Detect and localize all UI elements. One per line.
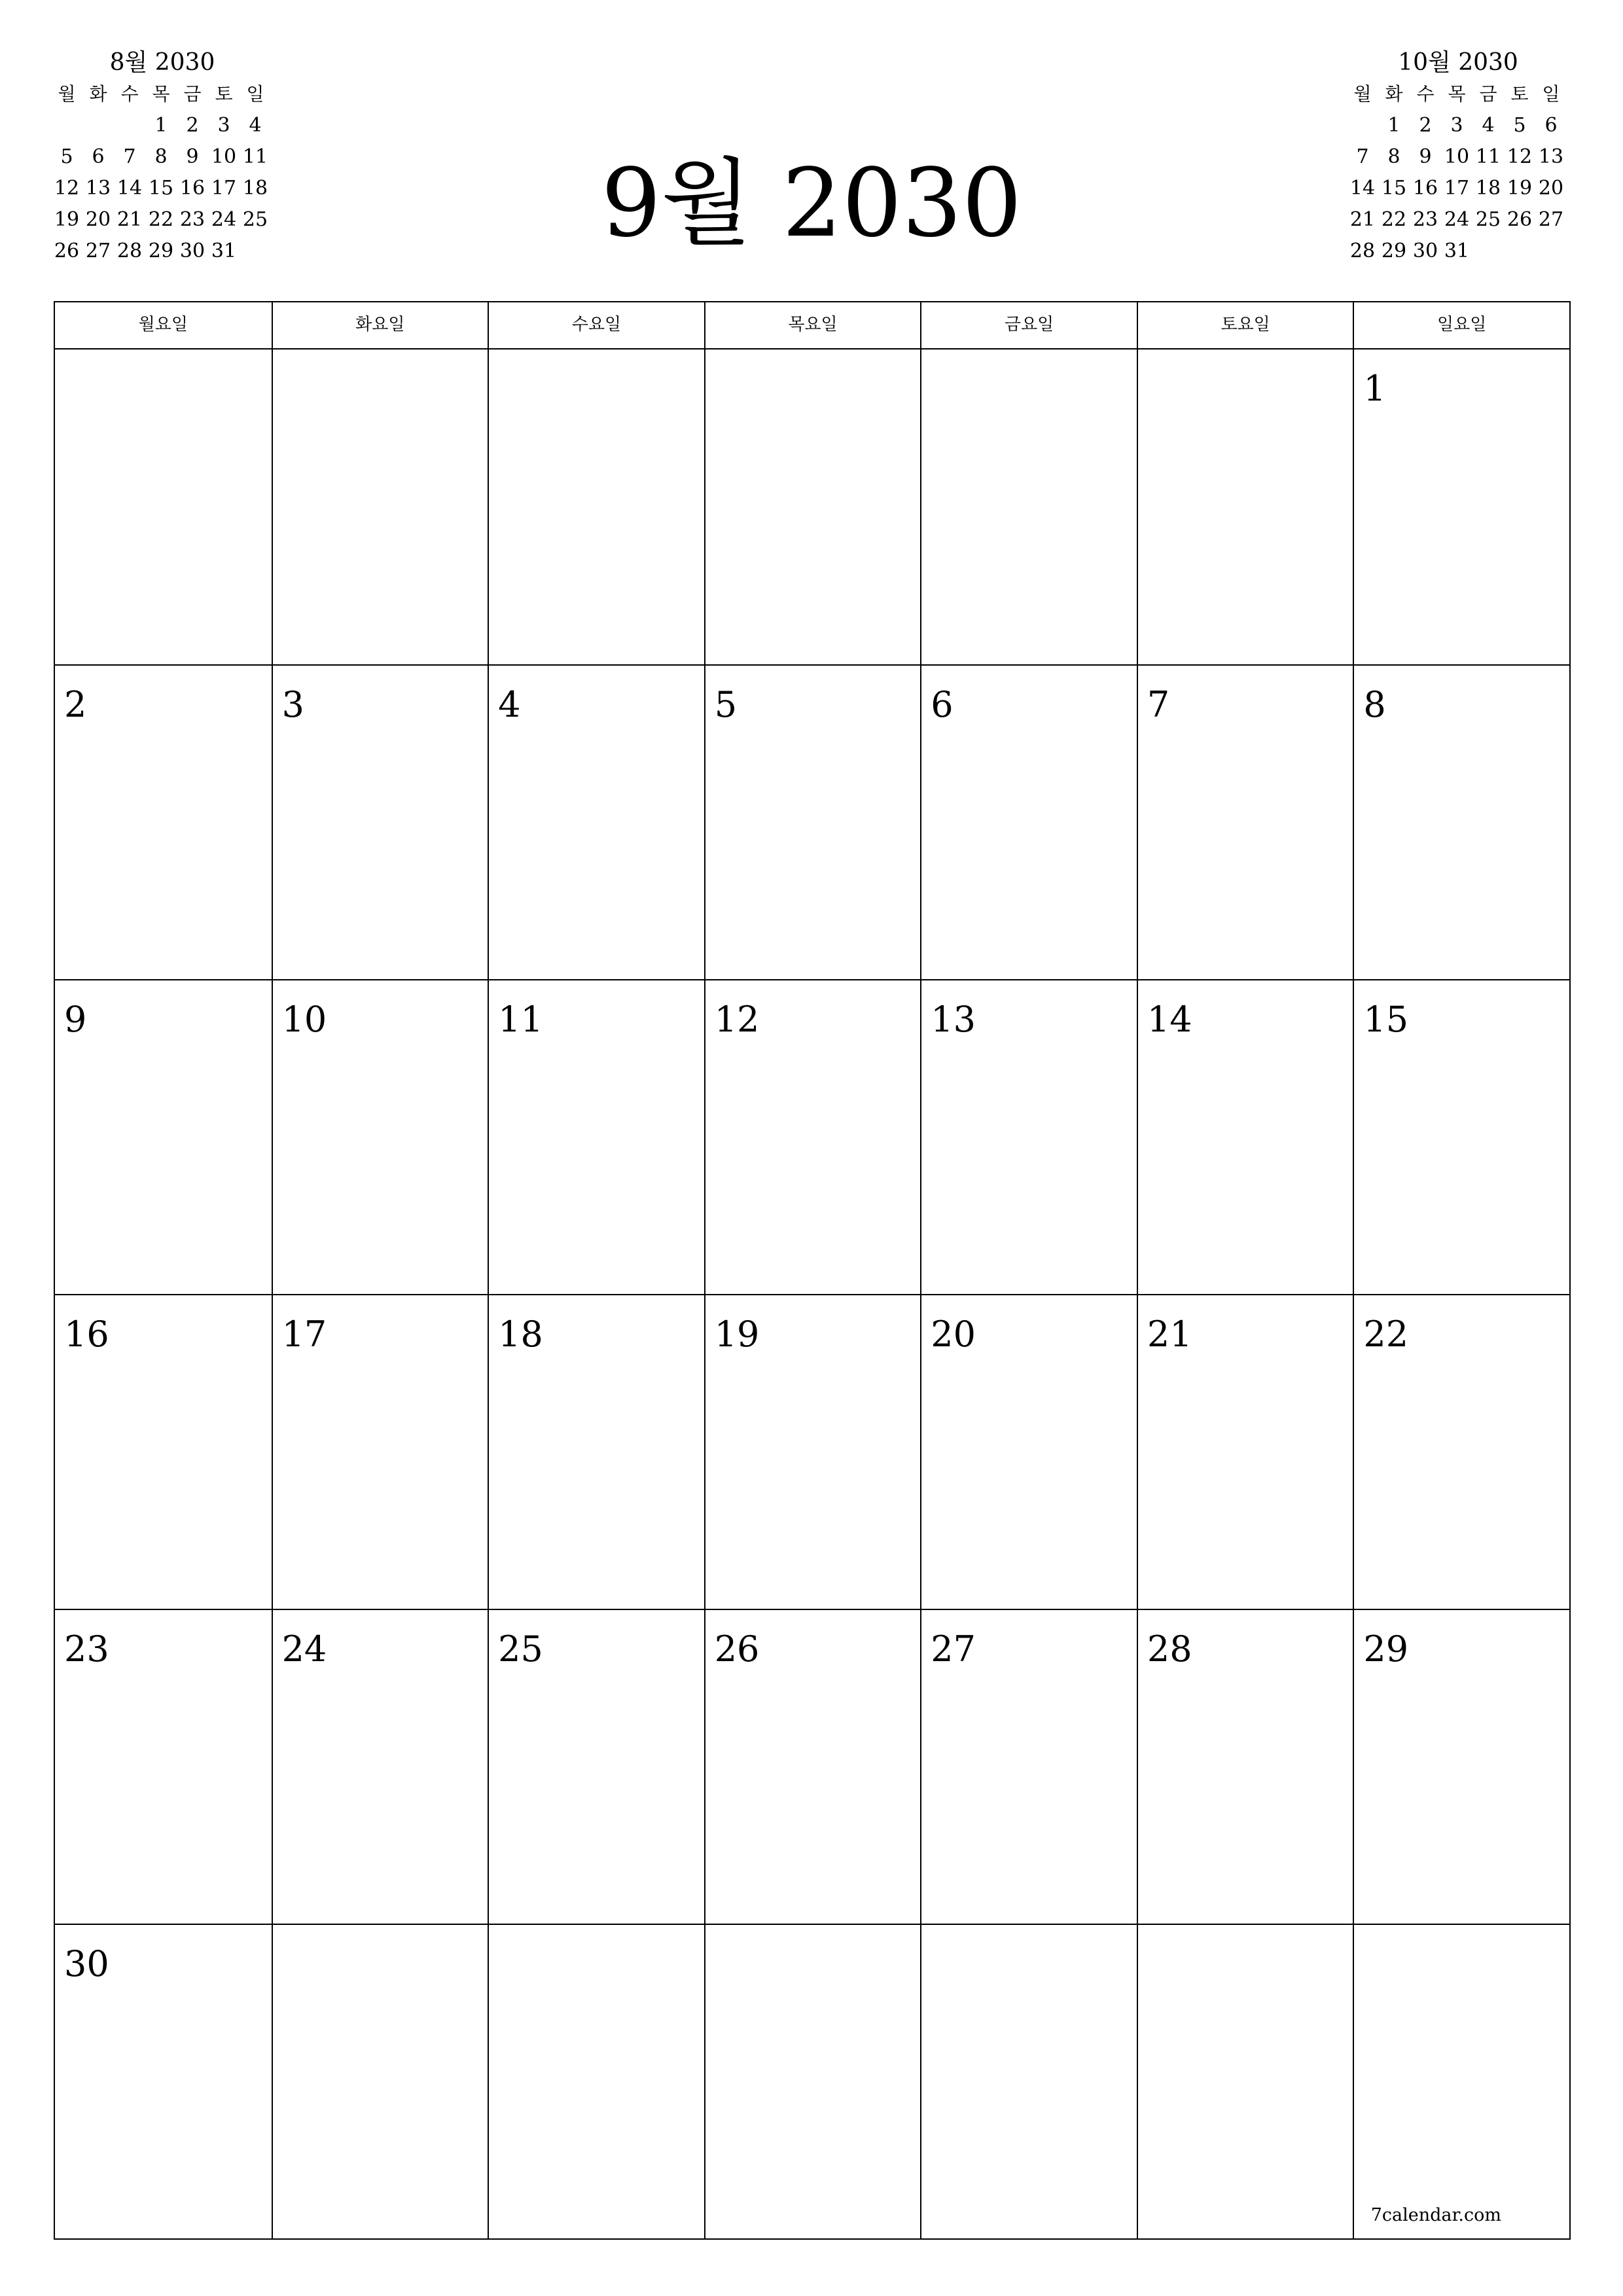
day-number: 17	[281, 1314, 327, 1355]
mini-day: 17	[1444, 177, 1470, 200]
day-number: 25	[498, 1628, 543, 1670]
mini-day: 24	[1444, 208, 1470, 231]
mini-day	[1472, 236, 1504, 267]
day-cell	[272, 350, 488, 664]
mini-day: 28	[1349, 240, 1376, 262]
mini-day: 5	[60, 145, 73, 168]
mini-day: 26	[54, 240, 80, 262]
mini-day: 29	[1381, 240, 1407, 262]
calendar-body	[55, 350, 1569, 2238]
day-cell	[272, 979, 488, 1294]
day-cell	[55, 350, 272, 664]
day-number: 14	[1147, 999, 1192, 1040]
mini-day: 11	[242, 145, 268, 168]
mini-day: 8	[1387, 145, 1400, 168]
day-cell	[1137, 350, 1353, 664]
page-title: 9월 2030	[601, 148, 1022, 258]
day-cell	[920, 1294, 1137, 1609]
mini-weekday: 금	[1479, 83, 1497, 105]
day-cell	[1353, 664, 1569, 979]
day-cell	[704, 1294, 921, 1609]
mini-weekday: 일	[1542, 83, 1560, 105]
mini-day: 16	[179, 177, 205, 200]
day-number: 21	[1147, 1314, 1192, 1355]
day-cell	[1353, 1924, 1569, 2238]
mini-day: 22	[148, 208, 174, 231]
day-cell	[55, 1924, 272, 2238]
day-cell	[920, 979, 1137, 1294]
day-number: 15	[1363, 999, 1409, 1040]
mini-day: 9	[1419, 145, 1432, 168]
day-cell	[1353, 1609, 1569, 1924]
day-number: 7	[1147, 684, 1170, 725]
mini-day: 30	[179, 240, 205, 262]
mini-day: 15	[1381, 177, 1407, 200]
mini-weekday: 토	[1510, 83, 1529, 105]
day-cell	[488, 1924, 704, 2238]
day-number: 5	[714, 684, 738, 725]
next-month-title: 10월 2030	[1398, 49, 1518, 76]
mini-day: 6	[92, 145, 105, 168]
mini-weekday: 목	[1448, 83, 1466, 105]
day-cell	[920, 664, 1137, 979]
weekday-header: 일요일	[1353, 302, 1569, 348]
month-calendar-grid	[54, 301, 1571, 2240]
mini-weekday: 일	[246, 83, 264, 105]
site-credit: 7calendar.com	[1370, 2205, 1501, 2225]
weekday-header: 월요일	[138, 315, 188, 334]
mini-day: 23	[179, 208, 205, 231]
day-cell	[488, 350, 704, 664]
mini-weekday: 화	[1385, 83, 1403, 105]
mini-day: 20	[85, 208, 111, 231]
mini-day: 7	[1356, 145, 1369, 168]
mini-day	[1347, 110, 1378, 141]
mini-day: 5	[1513, 114, 1526, 137]
mini-day: 16	[1412, 177, 1438, 200]
mini-day: 8	[154, 145, 168, 168]
day-cell	[55, 1609, 272, 1924]
mini-day: 6	[1544, 114, 1558, 137]
mini-day: 10	[1444, 145, 1470, 168]
mini-weekday: 월	[1353, 83, 1372, 105]
mini-weekday: 화	[89, 83, 107, 105]
weekday-header: 토요일	[1137, 302, 1353, 348]
day-cell	[920, 1609, 1137, 1924]
mini-day: 15	[148, 177, 174, 200]
mini-day: 24	[211, 208, 237, 231]
day-cell	[704, 1924, 921, 2238]
mini-day: 25	[242, 208, 268, 231]
day-cell	[55, 664, 272, 979]
day-cell	[1353, 979, 1569, 1294]
day-number: 26	[714, 1628, 760, 1670]
day-number: 4	[498, 684, 521, 725]
weekday-header: 화요일	[272, 302, 488, 348]
day-cell	[1353, 350, 1569, 664]
weekday-header: 목요일	[704, 302, 921, 348]
mini-day: 20	[1538, 177, 1564, 200]
mini-day: 17	[211, 177, 237, 200]
mini-day: 30	[1412, 240, 1438, 262]
mini-day: 19	[54, 208, 80, 231]
mini-day: 18	[242, 177, 268, 200]
day-cell	[704, 1609, 921, 1924]
mini-weekday: 수	[1416, 83, 1435, 105]
day-cell	[55, 1294, 272, 1609]
day-cell	[55, 979, 272, 1294]
mini-day: 14	[116, 177, 143, 200]
mini-day: 12	[1507, 145, 1533, 168]
day-number: 10	[281, 999, 327, 1040]
weekday-header: 수요일	[488, 302, 704, 348]
mini-weekday: 토	[215, 83, 233, 105]
mini-day	[1504, 236, 1535, 267]
mini-day: 29	[148, 240, 174, 262]
prev-month-title: 8월 2030	[109, 49, 215, 76]
mini-day: 19	[1507, 177, 1533, 200]
mini-day: 4	[1482, 114, 1495, 137]
mini-day: 14	[1349, 177, 1376, 200]
mini-day: 27	[1538, 208, 1564, 231]
day-cell	[704, 979, 921, 1294]
day-cell	[488, 1609, 704, 1924]
day-cell	[920, 1924, 1137, 2238]
weekday-header-row	[55, 302, 1569, 350]
day-number: 2	[64, 684, 87, 725]
day-number: 3	[281, 684, 304, 725]
mini-day: 18	[1475, 177, 1501, 200]
mini-day: 31	[1444, 240, 1470, 262]
mini-day: 26	[1507, 208, 1533, 231]
day-cell	[704, 350, 921, 664]
mini-day: 3	[1450, 114, 1463, 137]
day-number: 27	[931, 1628, 976, 1670]
day-number: 8	[1363, 684, 1386, 725]
mini-day: 31	[211, 240, 237, 262]
mini-day: 1	[154, 114, 168, 137]
weekday-header: 금요일	[920, 302, 1137, 348]
mini-day: 9	[186, 145, 199, 168]
day-number: 19	[714, 1314, 760, 1355]
day-cell	[272, 664, 488, 979]
day-number: 30	[64, 1943, 109, 1984]
next-month-mini-calendar	[1347, 47, 1569, 267]
day-cell	[272, 1924, 488, 2238]
mini-day: 3	[217, 114, 230, 137]
day-number: 18	[498, 1314, 543, 1355]
day-number: 1	[1363, 368, 1386, 409]
day-number: 28	[1147, 1628, 1192, 1670]
day-cell	[272, 1609, 488, 1924]
day-cell	[704, 664, 921, 979]
mini-weekday: 수	[120, 83, 139, 105]
mini-day: 22	[1381, 208, 1407, 231]
day-number: 20	[931, 1314, 976, 1355]
next-month-grid	[1347, 79, 1569, 267]
day-cell	[920, 350, 1137, 664]
day-cell	[1353, 1294, 1569, 1609]
mini-day	[114, 110, 145, 141]
mini-day: 10	[211, 145, 237, 168]
day-number: 6	[931, 684, 954, 725]
day-number: 23	[64, 1628, 109, 1670]
mini-day	[82, 110, 114, 141]
day-cell	[1137, 1924, 1353, 2238]
mini-day: 13	[1538, 145, 1564, 168]
day-number: 13	[931, 999, 976, 1040]
day-cell	[1137, 979, 1353, 1294]
mini-day: 28	[116, 240, 143, 262]
mini-day: 11	[1475, 145, 1501, 168]
day-number: 11	[498, 999, 543, 1040]
mini-day: 21	[1349, 208, 1376, 231]
mini-weekday: 금	[183, 83, 202, 105]
day-number: 12	[714, 999, 760, 1040]
mini-day: 2	[1419, 114, 1432, 137]
mini-day	[1535, 236, 1567, 267]
mini-day: 7	[123, 145, 136, 168]
day-cell	[1137, 664, 1353, 979]
day-cell	[1137, 1294, 1353, 1609]
mini-day: 2	[186, 114, 199, 137]
day-cell	[488, 664, 704, 979]
mini-day: 1	[1387, 114, 1400, 137]
mini-weekday: 목	[152, 83, 170, 105]
day-cell	[272, 1294, 488, 1609]
mini-day: 25	[1475, 208, 1501, 231]
mini-day: 13	[85, 177, 111, 200]
day-cell	[1137, 1609, 1353, 1924]
mini-day: 27	[85, 240, 111, 262]
day-cell	[488, 1294, 704, 1609]
mini-weekday: 월	[58, 83, 76, 105]
day-number: 22	[1363, 1314, 1409, 1355]
day-number: 16	[64, 1314, 109, 1355]
mini-day: 4	[249, 114, 262, 137]
mini-day	[51, 110, 82, 141]
day-number: 9	[64, 999, 87, 1040]
mini-day: 12	[54, 177, 80, 200]
mini-day: 21	[116, 208, 143, 231]
day-cell	[488, 979, 704, 1294]
day-number: 29	[1363, 1628, 1409, 1670]
mini-day: 23	[1412, 208, 1438, 231]
day-number: 24	[281, 1628, 327, 1670]
